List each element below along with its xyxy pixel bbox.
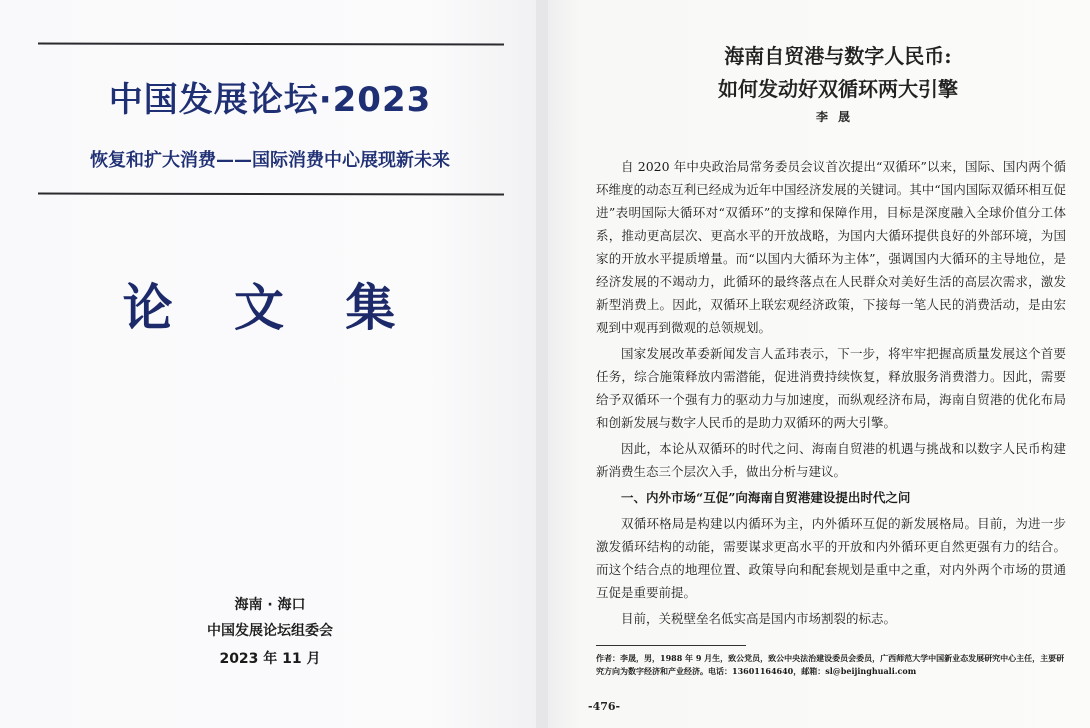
section-heading: 一、内外市场“互促”向海南自贸港建设提出时代之问 <box>621 490 911 505</box>
article-title-line2: 如何发动好双循环两大引擎 <box>718 77 958 101</box>
conference-title: 中国发展论坛·2023 <box>108 80 432 120</box>
collection-title: 论 文 集 <box>122 278 418 337</box>
paragraph: 目前，关税壁垒名低实高是国内市场割裂的标志。 <box>621 611 897 626</box>
article-page <box>548 0 1090 728</box>
bottom-rule <box>38 193 504 196</box>
article-body <box>596 155 1066 633</box>
paragraph: 因此，本论从双循环的时代之问、海南自贸港的机遇与挑战和以数字人民币构建新消费生态三个层次入手，做出分析与建议。 <box>596 441 1066 479</box>
author-footnote: 作者：李晟，男，1988 年 9 月生，致公党员，致公中央法治建设委员会委员，广西师范大学中国新业态发展研究中心主任，主要研究方向为数字经济和产业经济。电话：13601164640，邮箱：sl@beijinghuali.com <box>596 653 1065 676</box>
footnote-rule <box>596 645 746 646</box>
cover-page <box>0 0 536 728</box>
publication-place: 海南 · 海口 <box>234 597 306 613</box>
page-number: -476- <box>588 700 621 713</box>
paragraph: 自 2020 年中央政治局常务委员会议首次提出“双循环”以来，国际、国内两个循环维度的动态互利已经成为近年中国经济发展的关键词。其中“国内国际双循环相互促进”表明国际大循环对“双循环”的支撑和保障作用，目标是深度融入全球价值分工体系，推动更高层次、更高水平的开放战略，为国内大循环提供良好的外部环境，为国家的开放水平提质增量。而“以国内大循环为主体”，强调国内大循环的主导地位，是经济发展的不竭动力，此循环的最终落点在人民群众对美好生活的高层次需求，激发新型消费上。因此，双循环上联宏观经济政策，下接每一笔人民的消费活动，是由宏观到中观再到微观的总领规划。 <box>596 159 1066 335</box>
organizer: 中国发展论坛组委会 <box>207 623 333 639</box>
conference-subtitle: 恢复和扩大消费——国际消费中心展现新未来 <box>90 150 450 171</box>
article-title-line1: 海南自贸港与数字人民币: <box>724 44 952 68</box>
publication-date: 2023 年 11 月 <box>219 651 321 667</box>
article-author: 李晟 <box>815 110 860 124</box>
top-rule <box>38 43 504 46</box>
paragraph: 国家发展改革委新闻发言人孟玮表示，下一步，将牢牢把握高质量发展这个首要任务，综合施策释放内需潜能，促进消费持续恢复，释放服务消费潜力。因此，需要给予双循环一个强有力的驱动力与加速度，而纵观经济布局，海南自贸港的优化布局和创新发展与数字人民币的是助力双循环的两大引擎。 <box>596 346 1066 430</box>
paragraph: 双循环格局是构建以内循环为主，内外循环互促的新发展格局。目前，为进一步激发循环结构的动能，需要谋求更高水平的开放和内外循环更自然更强有力的结合。而这个结合点的地理位置、政策导向和配套规划是重中之重，对内外两个市场的贯通互促是重要前提。 <box>596 516 1066 600</box>
